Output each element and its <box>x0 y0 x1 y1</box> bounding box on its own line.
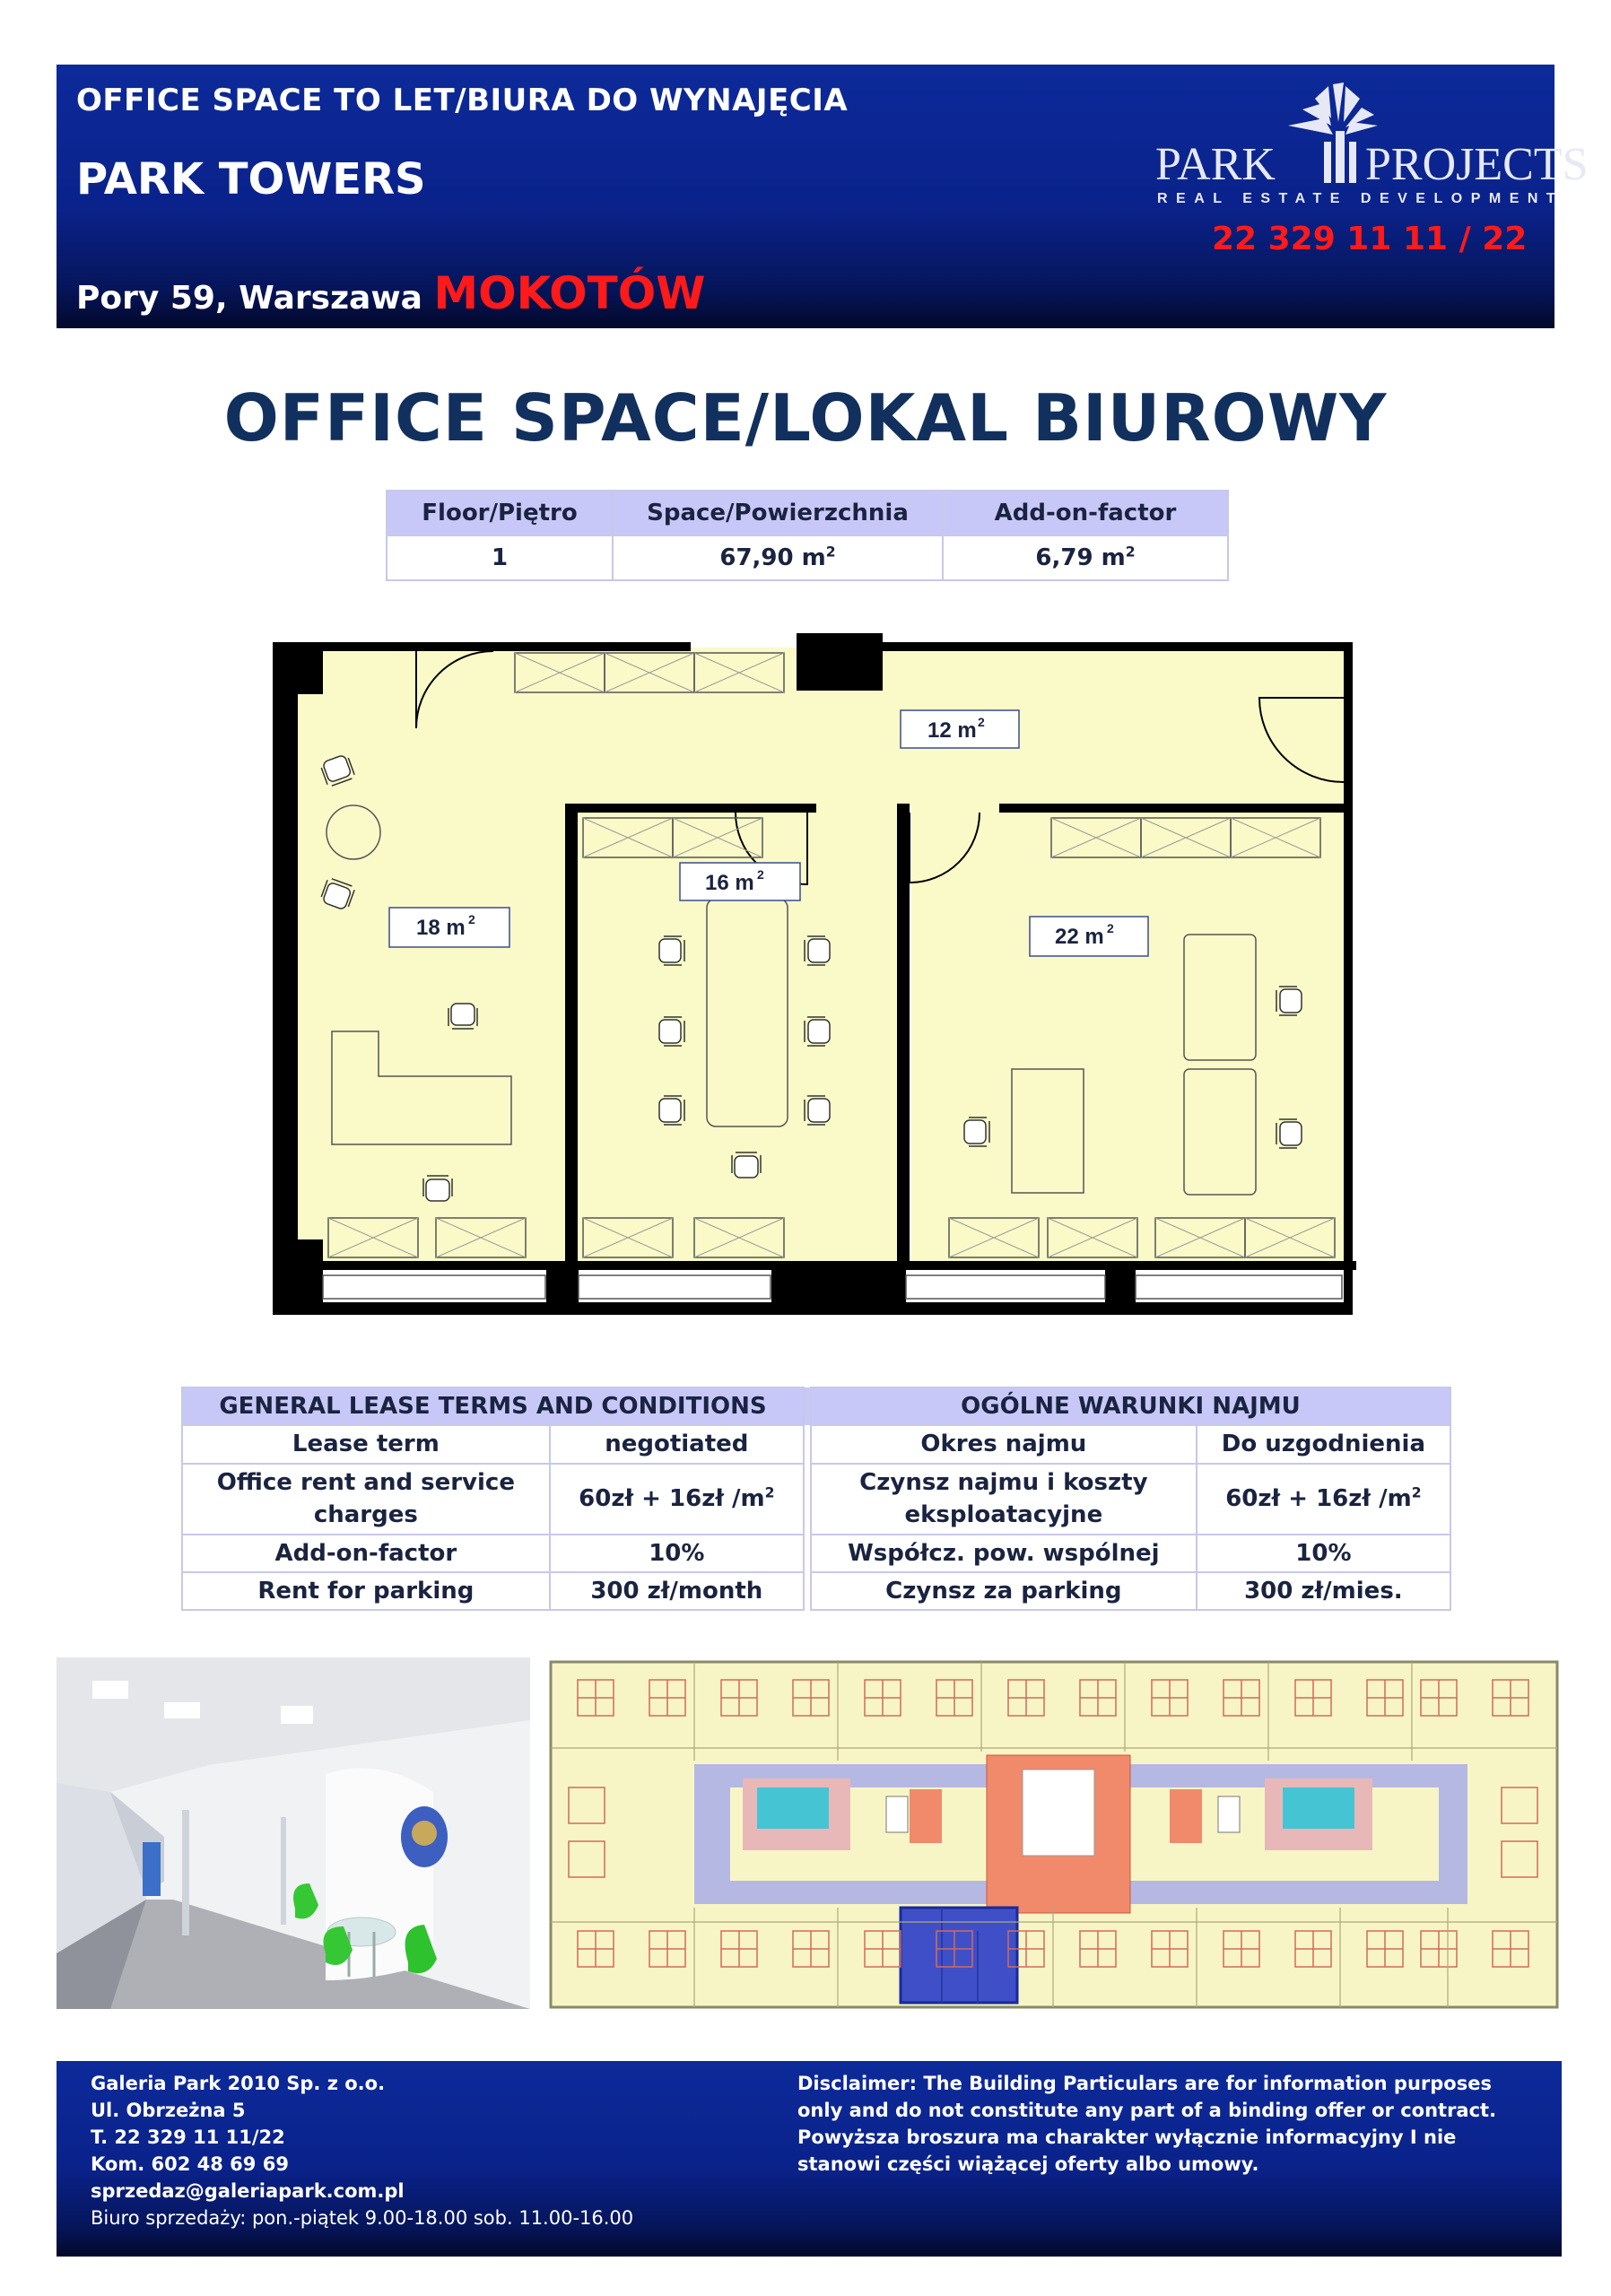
svg-text:2: 2 <box>468 912 475 926</box>
logo-text-park: PARK <box>1155 139 1276 190</box>
lease-label: Czynsz za parking <box>811 1572 1197 1610</box>
floor-overview-plan <box>551 1662 1557 2007</box>
lease-terms-table <box>181 1387 1451 1611</box>
lease-value: Do uzgodnienia <box>1197 1425 1450 1463</box>
company-mobile: Kom. 602 48 69 69 <box>91 2153 289 2175</box>
summary-table <box>386 490 1229 581</box>
company-phone: T. 22 329 11 11/22 <box>91 2126 285 2148</box>
office-hours: Biuro sprzedaży: pon.-piątek 9.00-18.00 sob. 11.00-16.00 <box>91 2207 634 2229</box>
summary-floor: 1 <box>387 535 613 580</box>
lease-value: 10% <box>1197 1535 1450 1572</box>
lease-label: Office rent and service charges <box>182 1464 550 1535</box>
summary-header-floor: Floor/Piętro <box>387 491 613 535</box>
footer-banner <box>57 2061 1562 2257</box>
svg-text:16 m: 16 m <box>705 871 754 895</box>
lease-label: Rent for parking <box>182 1572 550 1610</box>
disclaimer-en: Disclaimer: The Building Particulars are for information purposes only and do not constitute any part of a binding offer or contract. <box>797 2073 1497 2121</box>
lease-value: 300 zł/month <box>550 1572 804 1610</box>
lease-value: 60zł + 16zł $/m^2$ <box>550 1464 804 1535</box>
lease-label: Okres najmu <box>811 1425 1197 1463</box>
lease-row <box>182 1425 1450 1463</box>
offer-heading: OFFICE SPACE TO LET/BIURA DO WYNAJĘCIA <box>76 83 849 118</box>
address-street: Pory 59, Warszawa <box>76 280 434 317</box>
lease-value: 300 zł/mies. <box>1197 1572 1450 1610</box>
lease-value: negotiated <box>550 1425 804 1463</box>
header-banner <box>57 65 1589 328</box>
room-label-12 <box>901 710 1019 748</box>
room-label-22 <box>1030 917 1148 956</box>
lease-row <box>182 1572 1450 1610</box>
disclaimer-block <box>797 2070 1542 2178</box>
lease-title-en: GENERAL LEASE TERMS AND CONDITIONS <box>182 1387 804 1425</box>
summary-addon: 6,79 $m^2$ <box>943 535 1228 580</box>
lease-value: 10% <box>550 1535 804 1572</box>
contact-phone: 22 329 11 11 / 22 <box>1212 221 1528 257</box>
room-label-18 <box>389 908 509 947</box>
room-label-16 <box>680 863 800 900</box>
floor-plan <box>273 633 1356 1318</box>
lease-title-pl: OGÓLNE WARUNKI NAJMU <box>811 1387 1450 1425</box>
lease-label: Add-on-factor <box>182 1535 550 1572</box>
lease-label: Czynsz najmu i koszty eksploatacyjne <box>811 1464 1197 1535</box>
office-interior-photo <box>57 1657 530 2009</box>
summary-header-row <box>387 491 1228 535</box>
lease-label: Współcz. pow. wspólnej <box>811 1535 1197 1572</box>
park-projects-logo <box>1154 83 1589 208</box>
contact-block <box>91 2070 633 2231</box>
svg-text:12 m: 12 m <box>927 718 977 743</box>
svg-text:18 m: 18 m <box>416 916 466 940</box>
summary-value-row <box>387 535 1228 580</box>
company-name: Galeria Park 2010 Sp. z o.o. <box>91 2073 386 2094</box>
svg-text:2: 2 <box>757 867 764 882</box>
company-email[interactable]: sprzedaz@galeriapark.com.pl <box>91 2180 405 2202</box>
logo-tagline: REAL ESTATE DEVELOPMENT <box>1157 191 1564 206</box>
svg-text:2: 2 <box>978 715 985 729</box>
page-title: OFFICE SPACE/LOKAL BIUROWY <box>223 380 1388 456</box>
logo-text-projects: PROJECTS <box>1365 139 1589 190</box>
summary-header-addon: Add-on-factor <box>943 491 1228 535</box>
lease-header-row <box>182 1387 1450 1425</box>
lease-row <box>182 1535 1450 1572</box>
company-street: Ul. Obrzeżna 5 <box>91 2100 246 2121</box>
lease-row <box>182 1464 1450 1535</box>
svg-text:2: 2 <box>1107 921 1114 935</box>
lease-value: 60zł + 16zł $/m^2$ <box>1197 1464 1450 1535</box>
address-district: MOKOTÓW <box>433 267 706 319</box>
building-name: PARK TOWERS <box>76 154 426 204</box>
address <box>76 267 705 319</box>
lease-label: Lease term <box>182 1425 550 1463</box>
disclaimer-pl: Powyższa broszura ma charakter wyłącznie informacyjny I nie stanowi części wiążącej oferty albo umowy. <box>797 2126 1457 2175</box>
svg-text:22 m: 22 m <box>1055 925 1104 949</box>
summary-space: 67,90 $m^2$ <box>613 535 943 580</box>
summary-header-space: Space/Powierzchnia <box>613 491 943 535</box>
